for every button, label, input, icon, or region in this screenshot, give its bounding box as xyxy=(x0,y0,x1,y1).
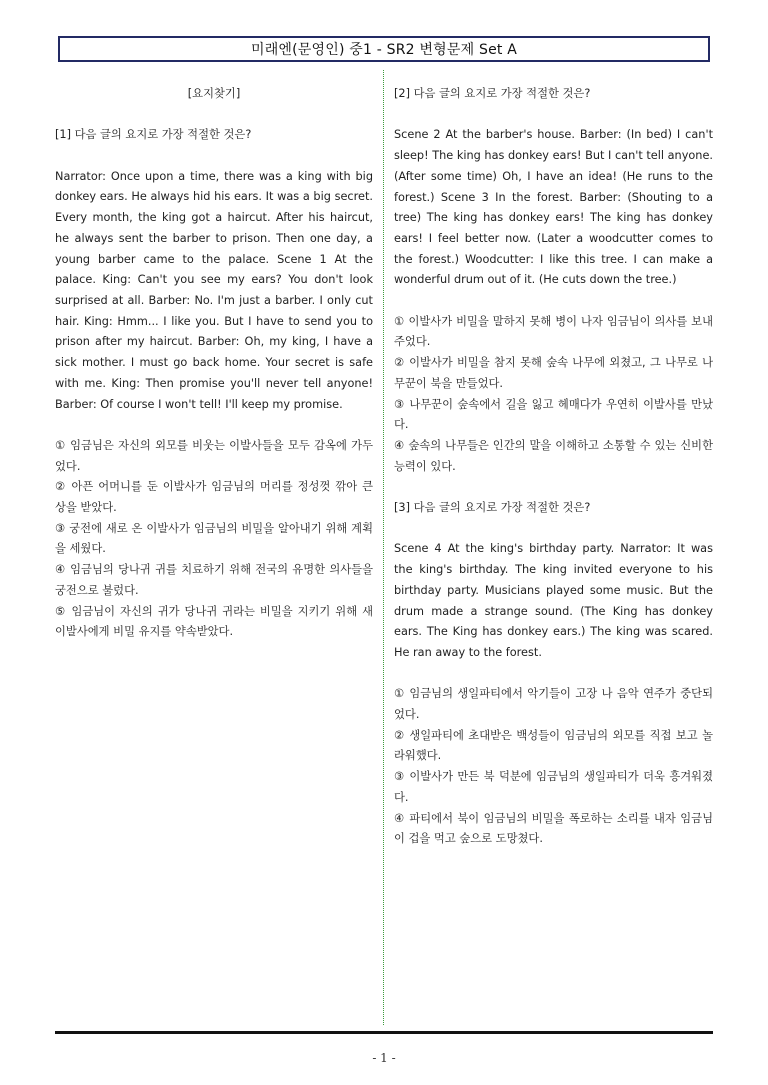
page-number: - 1 - xyxy=(372,1051,396,1065)
question-3-passage: Scene 4 At the king's birthday party. Narrator: It was the king's birthday. The king invited everyone to his birthday party. Musicians played some music. But the drum made a strange sound. (The King has donkey ears. The King has donkey ears.) The king was scared. He ran away to the forest. xyxy=(394,542,713,659)
page-title: 미래엔(문영인) 중1 - SR2 변형문제 Set A xyxy=(58,36,710,62)
question-2-prompt: [2] 다음 글의 요지로 가장 적절한 것은? xyxy=(394,87,591,100)
section-label: [요지찾기] xyxy=(187,87,241,100)
footer-rule xyxy=(55,1031,713,1034)
question-1-option: ④ 임금님의 당나귀 귀를 치료하기 위해 전국의 유명한 의사들을 궁전으로 불렀다. xyxy=(55,563,373,597)
question-3-option: ④ 파티에서 북이 임금님의 비밀을 폭로하는 소리를 내자 임금님이 겁을 먹고 숲으로 도망쳤다. xyxy=(394,811,713,846)
question-2-option: ② 이발사가 비밀을 참지 못해 숲속 나무에 외쳤고, 그 나무로 나무꾼이 북을 만들었다. xyxy=(394,356,713,390)
question-2-option: ④ 숲속의 나무들은 인간의 말을 이해하고 소통할 수 있는 신비한 능력이 있다. xyxy=(394,438,713,473)
question-1-passage: Narrator: Once upon a time, there was a king with big donkey ears. He always hid his ears. It was a big secret. Every month, the king got a haircut. After his haircut, he always sent the barber to prison. Then one day, a young barber came to the palace. Scene 1 At the palace. King: Can't you see my ears? You don't look surprised at all. Barber: No. I'm just a barber. I only cut hair. King: Hmm... I like you. But I have to send you to prison after my haircut. Barber: Oh, my king, I have a sick mother. I must go back home. Your secret is safe with me. King: Then promise you'll never tell anyone! Barber: Of course I won't tell! I'll keep my promise. xyxy=(55,169,373,411)
question-1-option: ⑤ 임금님이 자신의 귀가 당나귀 귀라는 비밀을 지키기 위해 새 이발사에게 비밀 유지를 약속받았다. xyxy=(55,604,373,639)
question-1-option: ② 아픈 어머니를 둔 이발사가 임금님의 머리를 정성껏 깎아 큰 상을 받았다. xyxy=(55,480,373,515)
question-1-option: ③ 궁전에 새로 온 이발사가 임금님의 비밀을 알아내기 위해 계획을 세웠다. xyxy=(55,521,373,556)
question-2-option: ① 이발사가 비밀을 말하지 못해 병이 나자 임금님이 의사를 보내주었다. xyxy=(394,314,713,349)
question-2-option: ③ 나무꾼이 숲속에서 길을 잃고 헤매다가 우연히 이발사를 만났다. xyxy=(394,397,713,432)
question-3-prompt: [3] 다음 글의 요지로 가장 적절한 것은? xyxy=(394,501,591,515)
question-3-option: ③ 이발사가 만든 북 덕분에 임금님의 생일파티가 더욱 흥겨워졌다. xyxy=(394,770,713,804)
column-divider xyxy=(383,70,384,1025)
question-3-option: ① 임금님의 생일파티에서 악기들이 고장 나 음악 연주가 중단되었다. xyxy=(394,687,713,722)
question-2-passage: Scene 2 At the barber's house. Barber: (In bed) I can't sleep! The king has donkey ears! But I can't tell anyone. (After some time) Oh, I have an idea! (He runs to the forest.) Scene 3 In the forest. Barber: (Shouting to a tree) The king has donkey ears! The king has donkey ears! I feel better now. (Later a woodcutter comes to the forest.) Woodcutter: I like this tree. I can make a wonderful drum out of it. (He cuts down the tree.) xyxy=(394,128,714,287)
right-column xyxy=(394,84,713,850)
question-1-option: ① 임금님은 자신의 외모를 비웃는 이발사들을 모두 감옥에 가두었다. xyxy=(55,438,373,473)
question-3-option: ② 생일파티에 초대받은 백성들이 임금님의 외모를 직접 보고 놀라워했다. xyxy=(394,728,713,763)
left-column xyxy=(55,84,373,643)
question-1-prompt: [1] 다음 글의 요지로 가장 적절한 것은? xyxy=(55,128,252,142)
